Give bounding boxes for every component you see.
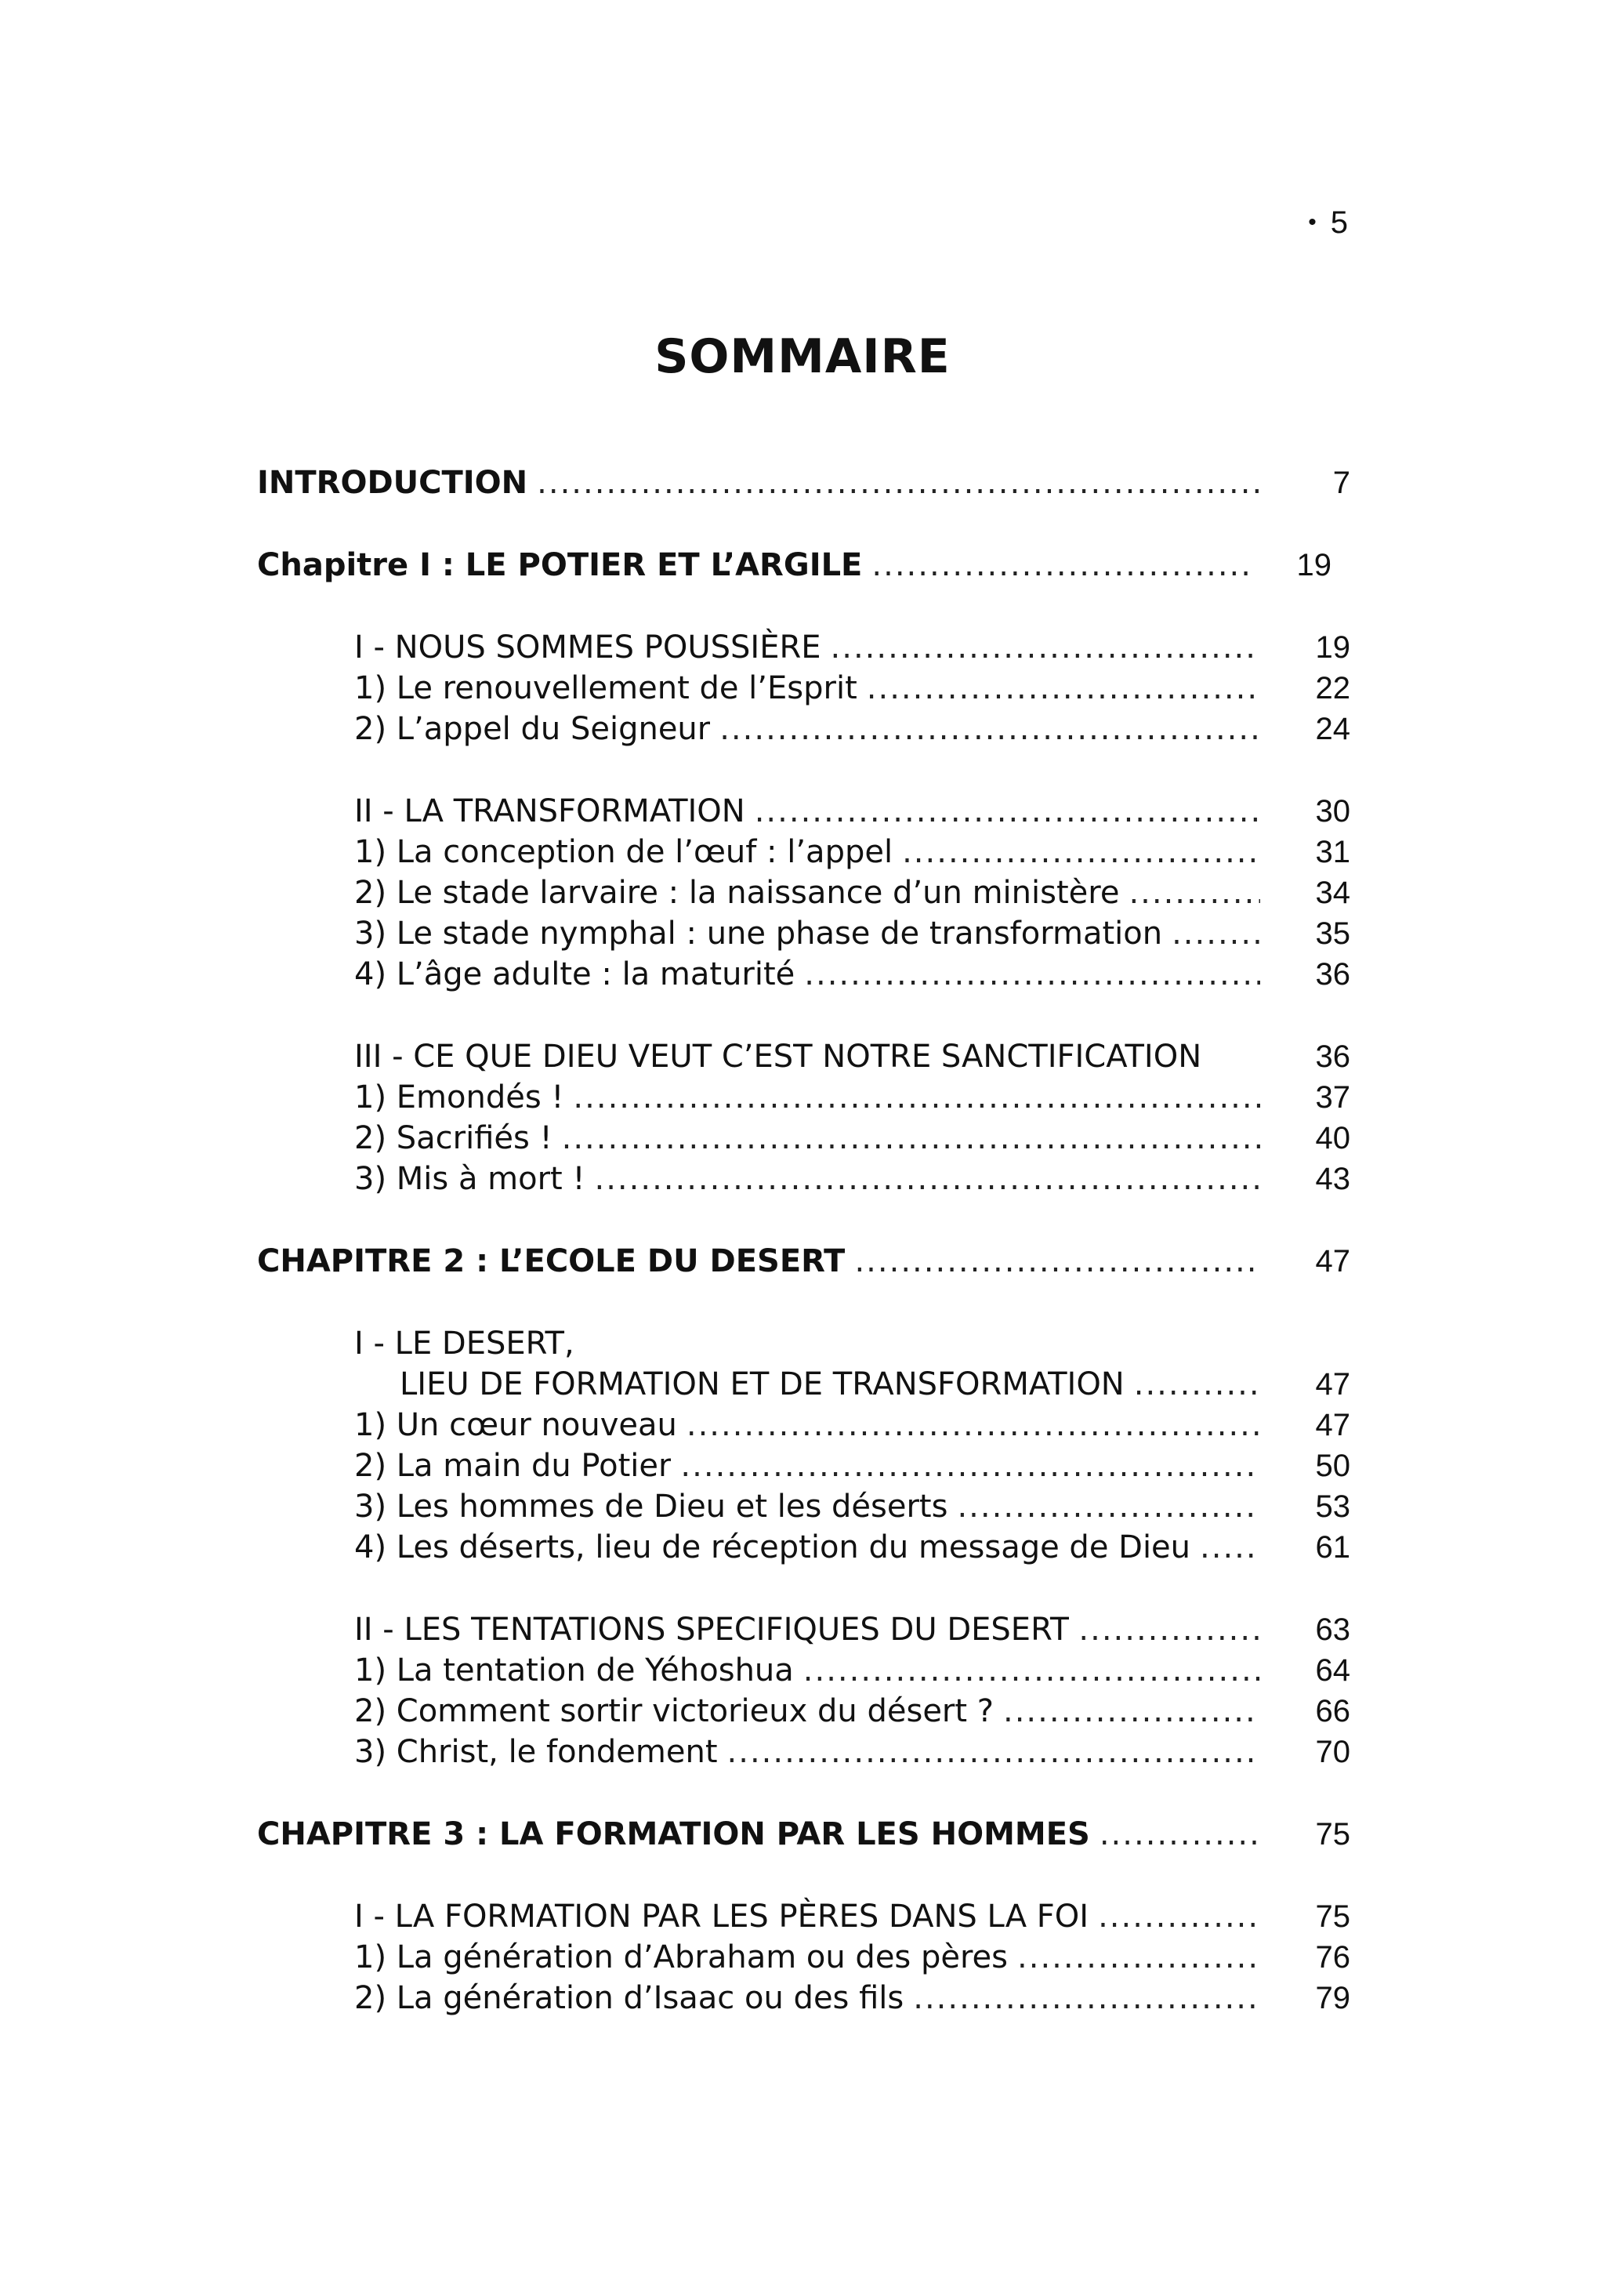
toc-entry-page: 35: [1315, 916, 1350, 951]
toc-leader-dots: [1125, 1364, 1260, 1405]
toc-leader-dots: [710, 709, 1260, 749]
toc-entry-label: 1) Le renouvellement de l’Esprit: [354, 670, 857, 706]
toc-entry-label: 4) L’âge adulte : la maturité: [354, 956, 795, 992]
toc-entry-page: 40: [1315, 1121, 1350, 1155]
toc-entry-label: 2) L’appel du Seigneur: [354, 711, 711, 747]
toc-entry-section[interactable]: [354, 1405, 1350, 1445]
toc-entry-section[interactable]: [354, 1159, 1350, 1199]
toc-entry-page: 31: [1315, 835, 1350, 869]
toc-entry-section[interactable]: [354, 668, 1350, 709]
toc-entry-section[interactable]: [354, 791, 1350, 832]
toc-entry-page: 75: [1315, 1817, 1350, 1852]
toc-leader-dots: [1190, 1527, 1260, 1568]
toc-leader-dots: [671, 1445, 1260, 1486]
toc-entry-page: 47: [1315, 1408, 1350, 1442]
toc-entry-page: 36: [1315, 1039, 1350, 1074]
toc-entry-label: INTRODUCTION: [257, 465, 528, 501]
toc-leader-dots: [845, 1241, 1260, 1282]
toc-entry-section[interactable]: [354, 627, 1350, 668]
toc-leader-dots: [904, 1978, 1260, 2019]
toc-entry-label: II - LA TRANSFORMATION: [354, 793, 745, 829]
toc-leader-dots: [745, 791, 1260, 832]
toc-leader-dots: [1069, 1609, 1260, 1650]
toc-entry-label: 3) Christ, le fondement: [354, 1734, 718, 1770]
toc-entry-page: 79: [1315, 1981, 1350, 2015]
toc-entry-section[interactable]: [354, 1527, 1350, 1568]
toc-leader-dots: [1008, 1937, 1260, 1978]
toc-entry-label: 2) Le stade larvaire : la naissance d’un ministère: [354, 875, 1120, 911]
toc-leader-dots: [718, 1732, 1260, 1772]
toc-entry-page: 7: [1332, 466, 1350, 500]
toc-entry-page: 36: [1315, 957, 1350, 992]
toc-leader-dots: [821, 627, 1260, 668]
toc-entry-section[interactable]: [354, 1609, 1350, 1650]
toc-entry-page: 63: [1315, 1612, 1350, 1647]
toc-entry-label: LIEU DE FORMATION ET DE TRANSFORMATION: [400, 1366, 1125, 1402]
toc-leader-dots: [585, 1159, 1261, 1199]
toc-entry-label: 2) La génération d’Isaac ou des fils: [354, 1980, 904, 2016]
page-bullet: •: [1308, 209, 1317, 235]
toc-entry-label: I - LA FORMATION PAR LES PÈRES DANS LA FOI: [354, 1899, 1089, 1935]
toc-entry-page: 47: [1315, 1367, 1350, 1402]
toc-entry-label: 3) Les hommes de Dieu et les déserts: [354, 1489, 948, 1525]
toc-entry-page: 19: [1296, 548, 1331, 582]
toc-entry-section[interactable]: [354, 1036, 1350, 1077]
toc-entry-label: 1) La génération d’Abraham ou des pères: [354, 1939, 1009, 1975]
toc-entry-page: 61: [1315, 1530, 1350, 1565]
toc-entry-page: 43: [1315, 1162, 1350, 1196]
toc-entry-section-continued[interactable]: [400, 1364, 1350, 1405]
page-number-value: 5: [1330, 205, 1348, 240]
toc-leader-dots: [1119, 872, 1260, 913]
toc-entry-section[interactable]: [354, 1650, 1350, 1691]
toc-entry-page: 76: [1315, 1940, 1350, 1975]
toc-entry-page: 70: [1315, 1735, 1350, 1769]
toc-leader-dots: [893, 832, 1260, 872]
toc-entry-label: 4) Les déserts, lieu de réception du message de Dieu: [354, 1529, 1191, 1565]
page-number: [1270, 205, 1348, 241]
toc-entry-label: I - LE DESERT,: [354, 1326, 574, 1362]
toc-entry-page: 64: [1315, 1653, 1350, 1688]
toc-entry-label: I - NOUS SOMMES POUSSIÈRE: [354, 629, 821, 666]
toc-entry-label: CHAPITRE 3 : LA FORMATION PAR LES HOMMES: [257, 1816, 1090, 1852]
toc-entry-section[interactable]: [354, 1486, 1350, 1527]
toc-leader-dots: [862, 545, 1251, 586]
toc-entry-page: 37: [1315, 1080, 1350, 1115]
toc-entry-introduction[interactable]: [257, 462, 1350, 503]
toc-leader-dots: [857, 668, 1260, 709]
toc-entry-label: 1) Emondés !: [354, 1079, 564, 1115]
toc-leader-dots: [795, 954, 1260, 995]
toc-entry-label: 2) Sacrifiés !: [354, 1120, 553, 1156]
toc-entry-page: 75: [1315, 1899, 1350, 1934]
toc-entry-section[interactable]: [354, 1732, 1350, 1772]
toc-leader-dots: [1090, 1814, 1260, 1855]
toc-entry-label: 1) La tentation de Yéhoshua: [354, 1652, 794, 1688]
toc-entry-label: II - LES TENTATIONS SPECIFIQUES DU DESERT: [354, 1612, 1070, 1648]
toc-entry-section[interactable]: [354, 1978, 1350, 2019]
toc-entry-label: 3) Mis à mort !: [354, 1161, 585, 1197]
toc-leader-dots: [994, 1691, 1260, 1732]
toc-entry-label: 1) La conception de l’œuf : l’appel: [354, 834, 893, 870]
toc-entry-section[interactable]: [354, 954, 1350, 995]
toc-entry-section[interactable]: [354, 1691, 1350, 1732]
toc-leader-dots: [794, 1650, 1260, 1691]
toc-entry-section[interactable]: [354, 913, 1350, 954]
toc-leader-dots: [1162, 913, 1260, 954]
page-title: SOMMAIRE: [654, 329, 951, 384]
toc-entry-label: Chapitre I : LE POTIER ET L’ARGILE: [257, 547, 863, 583]
toc-entry-label: 1) Un cœur nouveau: [354, 1407, 677, 1443]
toc-leader-dots: [527, 462, 1260, 503]
toc-leader-dots: [563, 1077, 1260, 1118]
toc-leader-dots: [947, 1486, 1260, 1527]
toc-entry-page: 53: [1315, 1489, 1350, 1524]
toc-entry-chapitre-1[interactable]: [257, 545, 1331, 586]
toc-entry-section[interactable]: [354, 1118, 1350, 1159]
toc-entry-label: III - CE QUE DIEU VEUT C’EST NOTRE SANCTIFICATION: [354, 1039, 1202, 1075]
toc-entry-page: 34: [1315, 876, 1350, 910]
toc-entry-chapitre-2[interactable]: [257, 1241, 1350, 1282]
toc-entry-section[interactable]: [354, 872, 1350, 913]
toc-entry-page: 47: [1315, 1244, 1350, 1279]
toc-entry-page: 50: [1315, 1449, 1350, 1483]
toc-entry-section[interactable]: [354, 1077, 1350, 1118]
toc-entry-label: 2) Comment sortir victorieux du désert ?: [354, 1693, 994, 1729]
toc-entry-label: CHAPITRE 2 : L’ECOLE DU DESERT: [257, 1243, 846, 1279]
toc-entry-section[interactable]: [354, 1896, 1350, 1937]
toc-entry-page: 24: [1315, 712, 1350, 746]
toc-entry-section[interactable]: [354, 1937, 1350, 1978]
toc-entry-page: 22: [1315, 671, 1350, 705]
toc-entry-section[interactable]: [354, 1445, 1350, 1486]
toc-entry-page: 19: [1315, 630, 1350, 665]
toc-leader-dots: [553, 1118, 1260, 1159]
toc-entry-section[interactable]: [354, 709, 1350, 749]
toc-entry-page: 66: [1315, 1694, 1350, 1728]
toc-leader-dots: [1089, 1896, 1255, 1937]
toc-leader-dots: [677, 1405, 1260, 1445]
toc-entry-label: 3) Le stade nymphal : une phase de transformation: [354, 916, 1163, 952]
toc-entry-chapitre-3[interactable]: [257, 1814, 1350, 1855]
toc-entry-label: 2) La main du Potier: [354, 1448, 672, 1484]
toc-entry-section[interactable]: [354, 1323, 1260, 1364]
toc-entry-section[interactable]: [354, 832, 1350, 872]
toc-entry-page: 30: [1315, 794, 1350, 829]
